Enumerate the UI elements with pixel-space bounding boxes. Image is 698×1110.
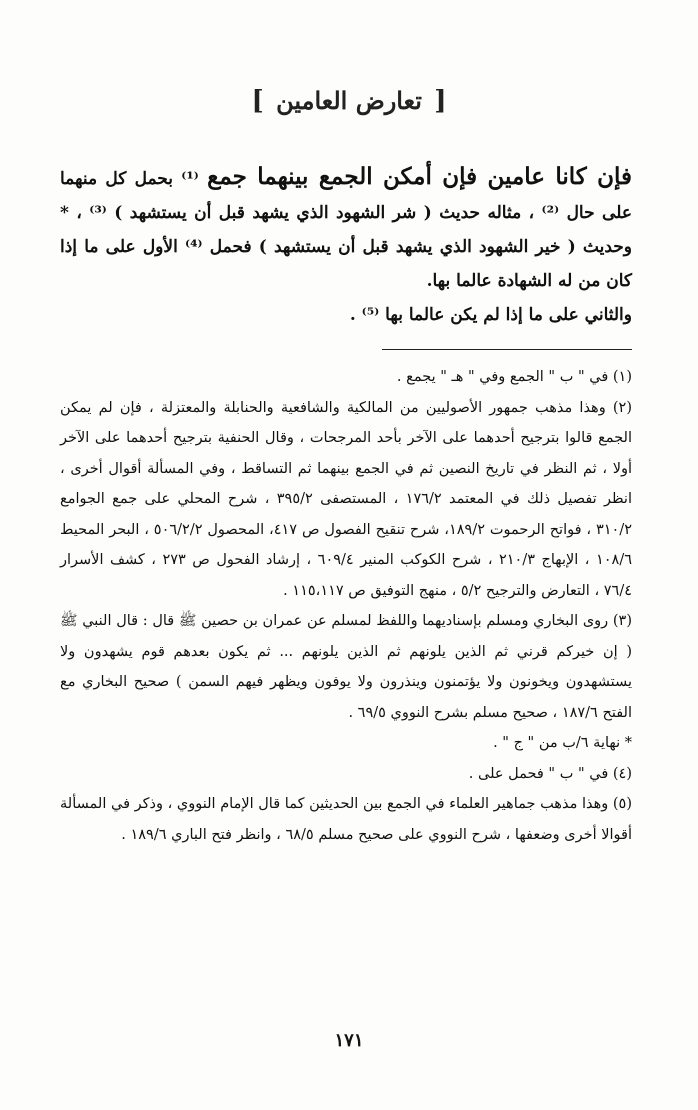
footnote-4: (٤) في " ب " فحمل على . xyxy=(468,765,632,782)
main-paragraph-1 xyxy=(60,160,632,298)
section-title xyxy=(247,86,450,116)
footnote-3: (٣) روى البخاري ومسلم بإسناديهما واللفظ لمسلم عن عمران بن حصين ﷺ قال : قال النبي ﷺ ( إن خيركم قرني ثم الذين يلونهم ثم الذين يلونهم ... ثم يكون بعدهم قوم يشهدون ولا يستشهدون ويخونون ولا يؤتمنون وينذرون ولا يوفون ويظهر فيهم السمن ) صحيح البخاري مع الفتح ١٨٧/٦ ، صحيح مسلم بشرح النووي ٦٩/٥ . xyxy=(60,613,632,721)
page-number: ١٧١ xyxy=(334,1030,364,1051)
close-bracket: ] xyxy=(251,86,264,116)
folio-marker-note: * نهاية ٦/ب من " ج " . xyxy=(493,735,632,751)
footnote-2: (٢) وهذا مذهب جمهور الأصوليين من المالكية والشافعية والحنابلة والمعتزلة ، فإن لم يمكن الجمع قالوا بترجيح أحدهما على الآخر بأحد المرجحات ، وقال الحنفية بترجيح أحدهما على الآخر أولا ، ثم النظر في تاريخ النصين ثم في الجمع بينهما ثم التساقط ، وفي المسألة أقوال أخرى ، انظر تفصيل ذلك في المعتمد ١٧٦/٢ ، المستصفى ٣٩٥/٢ ، شرح المحلي على جمع الجوامع ٣١٠/٢ ، فواتح الرحموت ١٨٩/٢، شرح تنقيح الفصول ص ٤١٧، المحصول ٥٠٦/٢/٢ ، البحر المحيط ١٠٨/٦ ، الإبهاج ٢١٠/٣ ، شرح الكوكب المنير ٦٠٩/٤ ، إرشاد الفحول ص ٢٧٣ ، كشف الأسرار ٧٦/٤ ، التعارض والترجيح ٥/٢ ، منهج التوفيق ص ١١٥،١١٧ . xyxy=(60,399,632,599)
section-heading xyxy=(0,86,698,116)
main-text xyxy=(60,160,632,332)
footnotes xyxy=(60,362,632,850)
open-bracket: [ xyxy=(434,86,447,116)
footnote-1: (١) في " ب " الجمع وفي " هـ " يجمع . xyxy=(396,369,632,385)
main-paragraph-2: والثاني على ما إذا لم يكن عالما بها ⁽⁵⁾ . xyxy=(349,305,632,325)
section-title-text: تعارض العامين xyxy=(276,86,422,115)
footnote-divider xyxy=(382,349,632,350)
main-lead-phrase: فإن كانا عامين فإن أمكن الجمع بينهما جمع xyxy=(207,163,632,190)
main-paragraph-1-text: ⁽¹⁾ بحمل كل منهما على حال ⁽²⁾ ، مثاله حديث ( شر الشهود الذي يشهد قبل أن يستشهد ) ⁽³⁾ ، * وحديث ( خير الشهود الذي يشهد قبل أن يستشهد ) فحمل ⁽⁴⁾ الأول على ما إذا كان من له الشهادة عالما بها. xyxy=(60,169,632,291)
footnote-5: (٥) وهذا مذهب جماهير العلماء في الجمع بين الحديثين كما قال الإمام النووي ، وذكر في المسألة أقوالا أخرى وضعفها ، شرح النووي على صحيح مسلم ٦٨/٥ ، وانظر فتح الباري ١٨٩/٦ . xyxy=(60,796,632,843)
